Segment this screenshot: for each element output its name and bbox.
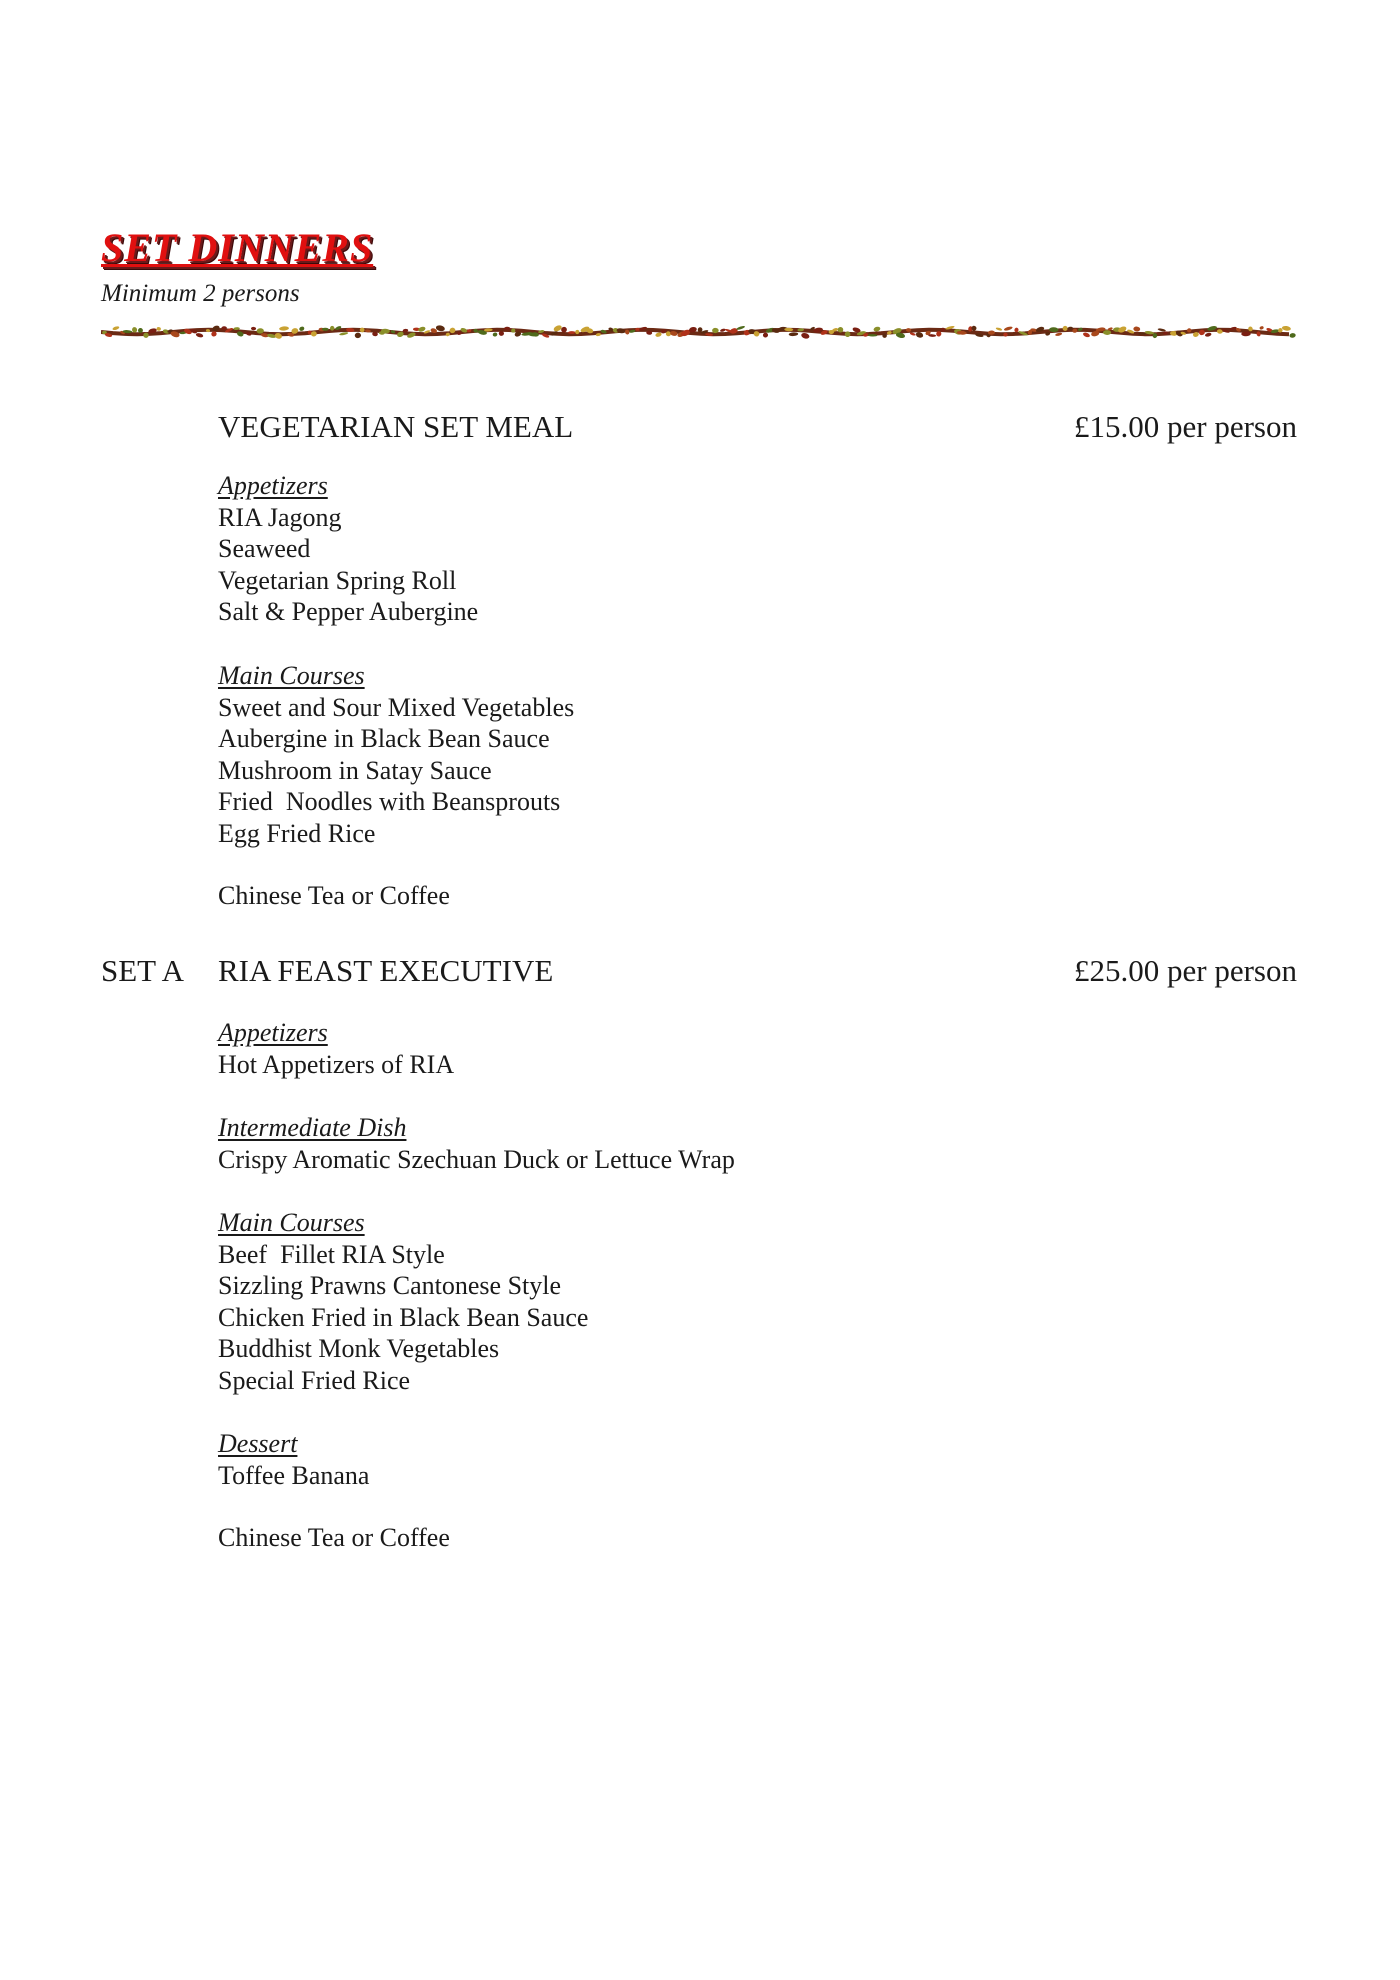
divider-leaf [1205,332,1212,337]
divider-leaf [339,332,348,336]
course-heading: Main Courses [218,661,365,690]
divider-leaf [251,327,256,331]
page-subtitle: Minimum 2 persons [101,280,300,307]
divider-leaf [279,326,289,331]
divider-leaf [299,326,305,332]
course-beverage [218,880,450,912]
dish-item: Fried Noodles with Beansprouts [218,787,561,816]
dish-item: Seaweed [218,534,311,563]
divider-leaf [355,332,362,338]
decorative-divider [101,321,1297,343]
divider-leaf [789,332,799,336]
divider-leaf [1004,326,1013,332]
divider-leaf [156,327,161,331]
course-main-courses [218,1207,588,1396]
dish-item: Chinese Tea or Coffee [218,881,450,910]
divider-leaf [1157,328,1166,332]
dish-item: Vegetarian Spring Roll [218,565,457,595]
course-dessert [218,1428,369,1491]
dish-item: Chinese Tea or Coffee [218,1523,450,1552]
divider-leaf [195,332,203,338]
set-price-feast-executive: £25.00 per person [1074,953,1297,988]
dish-item: RIA Jagong [218,502,342,532]
divider-leaf [655,332,662,338]
divider-leaf [844,331,851,338]
divider-leaf [553,324,563,332]
divider-leaf [1289,333,1296,338]
dish-item: Sweet and Sour Mixed Vegetables [218,692,575,722]
divider-leaf [763,332,769,337]
dish-item: Toffee Banana [218,1460,370,1490]
divider-leaf [801,332,811,340]
divider-leaf [915,331,924,339]
divider-leaf [996,327,1003,331]
dish-item: Buddhist Monk Vegetables [218,1334,500,1363]
dish-item: Egg Fried Rice [218,818,376,848]
divider-leaf [1259,326,1264,331]
dish-item: Chicken Fried in Black Bean Sauce [218,1302,589,1332]
course-heading: Intermediate Dish [218,1113,407,1142]
dish-item: Special Fried Rice [218,1365,411,1395]
set-code-a: SET A [101,953,184,988]
dish-item: Mushroom in Satay Sauce [218,755,492,785]
divider-leaf [492,332,497,337]
dish-item: Crispy Aromatic Szechuan Duck or Lettuce Wrap [218,1144,735,1174]
dish-item: Aubergine in Black Bean Sauce [218,724,550,753]
page-title: SET DINNERS [101,225,374,270]
course-heading: Appetizers [218,471,328,500]
divider-leaf [359,327,365,333]
divider-leaf [322,328,329,331]
divider-leaf [736,325,745,330]
divider-leaf [873,326,881,332]
course-beverage [218,1522,450,1554]
course-main-courses [218,660,574,849]
course-intermediate-dish [218,1112,735,1175]
course-heading: Main Courses [218,1208,365,1237]
divider-leaf [1133,326,1140,332]
course-appetizers [218,470,478,628]
divider-leaf [1082,332,1090,338]
course-heading: Dessert [218,1429,298,1458]
set-name-feast-executive: RIA FEAST EXECUTIVE [218,953,554,988]
divider-leaf [112,326,120,331]
dish-item: Sizzling Prawns Cantonese Style [218,1271,562,1300]
course-appetizers [218,1017,454,1080]
dish-item: Salt & Pepper Aubergine [218,597,479,626]
divider-leaf [1055,332,1062,336]
course-heading: Appetizers [218,1018,328,1047]
dish-item: Hot Appetizers of RIA [218,1049,455,1079]
set-price-vegetarian: £15.00 per person [1074,409,1297,444]
divider-leaf [1282,325,1292,331]
dish-item: Beef Fillet RIA Style [218,1239,445,1269]
set-name-vegetarian: VEGETARIAN SET MEAL [218,409,574,444]
divider-leaf [720,328,726,332]
